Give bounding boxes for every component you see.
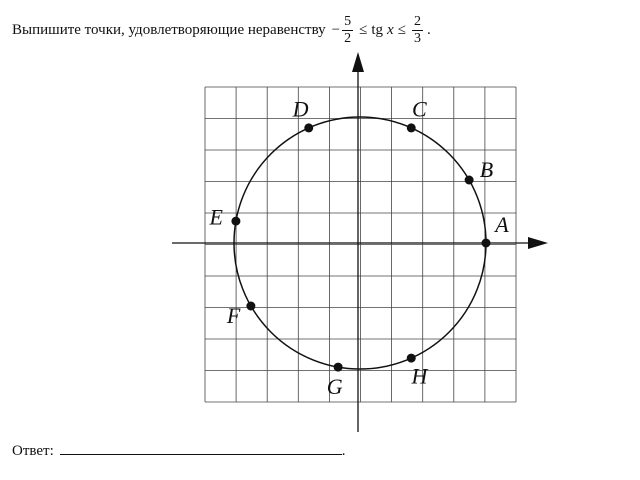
point-label-h: H: [411, 363, 428, 389]
point-a: [482, 239, 491, 248]
point-label-b: B: [479, 157, 494, 182]
point-d: [304, 123, 313, 132]
variable-x: x: [387, 21, 394, 38]
point-c: [407, 123, 416, 132]
x-axis-arrow-icon: [528, 237, 548, 249]
minus-sign: −: [331, 21, 341, 38]
left-denominator: 2: [344, 30, 352, 46]
task-text: Выпишите точки, удовлетворяющие неравенству: [12, 21, 326, 38]
answer-label: Ответ:: [12, 443, 54, 459]
point-h: [407, 354, 416, 363]
grid: [205, 87, 516, 402]
y-axis: [352, 52, 364, 432]
point-label-e: E: [209, 204, 223, 230]
point-label-d: D: [292, 96, 309, 122]
point-label-g: G: [326, 373, 343, 399]
period: .: [426, 21, 431, 38]
right-numerator: 2: [413, 13, 421, 29]
answer-blank-field[interactable]: [60, 440, 342, 455]
point-f: [246, 302, 255, 311]
point-label-c: C: [412, 96, 427, 122]
point-g: [334, 363, 343, 372]
point-b: [465, 176, 474, 185]
circle-points: [208, 97, 509, 399]
right-denominator: 3: [413, 30, 421, 46]
point-label-a: A: [495, 212, 509, 237]
left-numerator: 5: [344, 13, 352, 29]
point-label-f: F: [226, 303, 241, 328]
le-sign-right: ≤: [397, 21, 406, 38]
x-axis: [172, 237, 548, 249]
y-axis-arrow-icon: [352, 52, 364, 72]
answer-end: .: [341, 443, 346, 459]
tangent-function: tg: [371, 21, 384, 38]
le-sign-left: ≤: [359, 21, 368, 38]
answer-line: [12, 440, 346, 460]
point-e: [231, 217, 240, 226]
